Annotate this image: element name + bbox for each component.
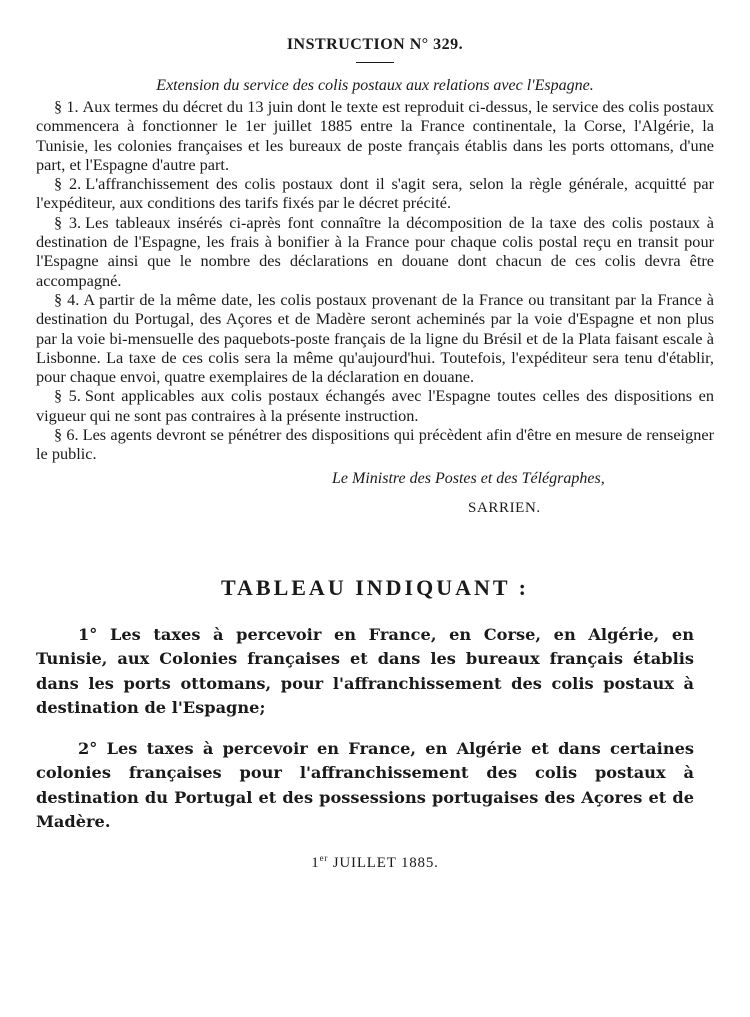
paragraph-text: Sont applicables aux colis postaux échangés avec l'Espagne toutes celles des dispositions en vigueur qui ne sont pas contraires à la présente instruction. xyxy=(36,386,714,425)
paragraph-3 xyxy=(36,213,714,290)
heading-divider xyxy=(356,62,394,63)
paragraph-text: L'affranchissement des colis postaux dont il s'agit sera, selon la règle générale, acquitté par l'expéditeur, aux conditions des tarifs fixés par le décret précité. xyxy=(36,174,715,213)
section-number: § 6. xyxy=(54,425,79,445)
tableau-item-2: 2° Les taxes à percevoir en France, en Algérie et dans certaines colonies françaises pour l'affranchissement des colis postaux à destination du Portugal et des possessions portugaises des Açores et de Madère. xyxy=(36,738,694,832)
paragraph-text: A partir de la même date, les colis postaux provenant de la France ou transitant par la France à destination du Portugal, des Açores et de Madère seront acheminés par la voie d'Espagne et non plus par la voie bi-mensuelle des paquebots-poste français de la ligne du Brésil et de la Plata faisant escale à Lisbonne. La taxe de ces colis sera la même qu'aujourd'hui. Toutefois, l'expéditeur sera tenu d'établir, pour chaque envoi, quatre exemplaires de la déclaration en douane. xyxy=(36,289,714,387)
section-number: § 1. xyxy=(54,97,79,116)
paragraph-text: Les tableaux insérés ci-après font connaître la décomposition de la taxe des colis postaux à destination de l'Espagne, les frais à bonifier à la France pour chaque colis postal reçu en transit pour l'Espagne ainsi que le nombre des déclarations en douane dont chacun de ces colis devra être accompagné. xyxy=(36,212,714,290)
tableau-item-1: 1° Les taxes à percevoir en France, en Corse, en Algérie, en Tunisie, aux Colonies françaises et dans les bureaux français établis dans les ports ottomans, pour l'affranchissement des colis postaux à destination de l'Espagne; xyxy=(36,624,694,718)
section-number: § 2. xyxy=(54,174,82,194)
instruction-heading: INSTRUCTION N° 329. xyxy=(286,36,464,53)
instruction-subtitle: Extension du service des colis postaux aux relations avec l'Espagne. xyxy=(156,77,594,94)
paragraph-text: Aux termes du décret du 13 juin dont le texte est reproduit ci-dessus, le service des colis postaux commencera à fonctionner le 1er juillet 1885 entre la France continentale, la Corse, l'Algérie, la Tunisie, les colonies françaises et les bureaux de poste français établis dans les ports ottomans, d'une part, et l'Espagne d'autre part. xyxy=(36,97,714,174)
paragraph-2 xyxy=(36,174,714,213)
signature-name: SARRIEN. xyxy=(468,499,541,516)
paragraph-5 xyxy=(36,386,714,425)
date-superscript: er xyxy=(319,852,329,863)
date-day: 1 xyxy=(311,854,320,871)
instruction-body xyxy=(36,97,714,464)
tableau-title: TABLEAU INDIQUANT : xyxy=(220,574,529,600)
tableau-date xyxy=(36,852,714,872)
paragraph-4 xyxy=(36,290,714,386)
date-rest: JUILLET 1885. xyxy=(328,854,439,871)
section-number: § 5. xyxy=(54,386,81,406)
section-number: § 3. xyxy=(54,212,82,232)
paragraph-6 xyxy=(36,425,714,464)
paragraph-text: Les agents devront se pénétrer des dispositions qui précèdent afin d'être en mesure de renseigner le public. xyxy=(36,425,714,464)
section-number: § 4. xyxy=(54,289,80,309)
signature-role: Le Ministre des Postes et des Télégraphes, xyxy=(332,469,605,487)
paragraph-1 xyxy=(36,97,714,174)
